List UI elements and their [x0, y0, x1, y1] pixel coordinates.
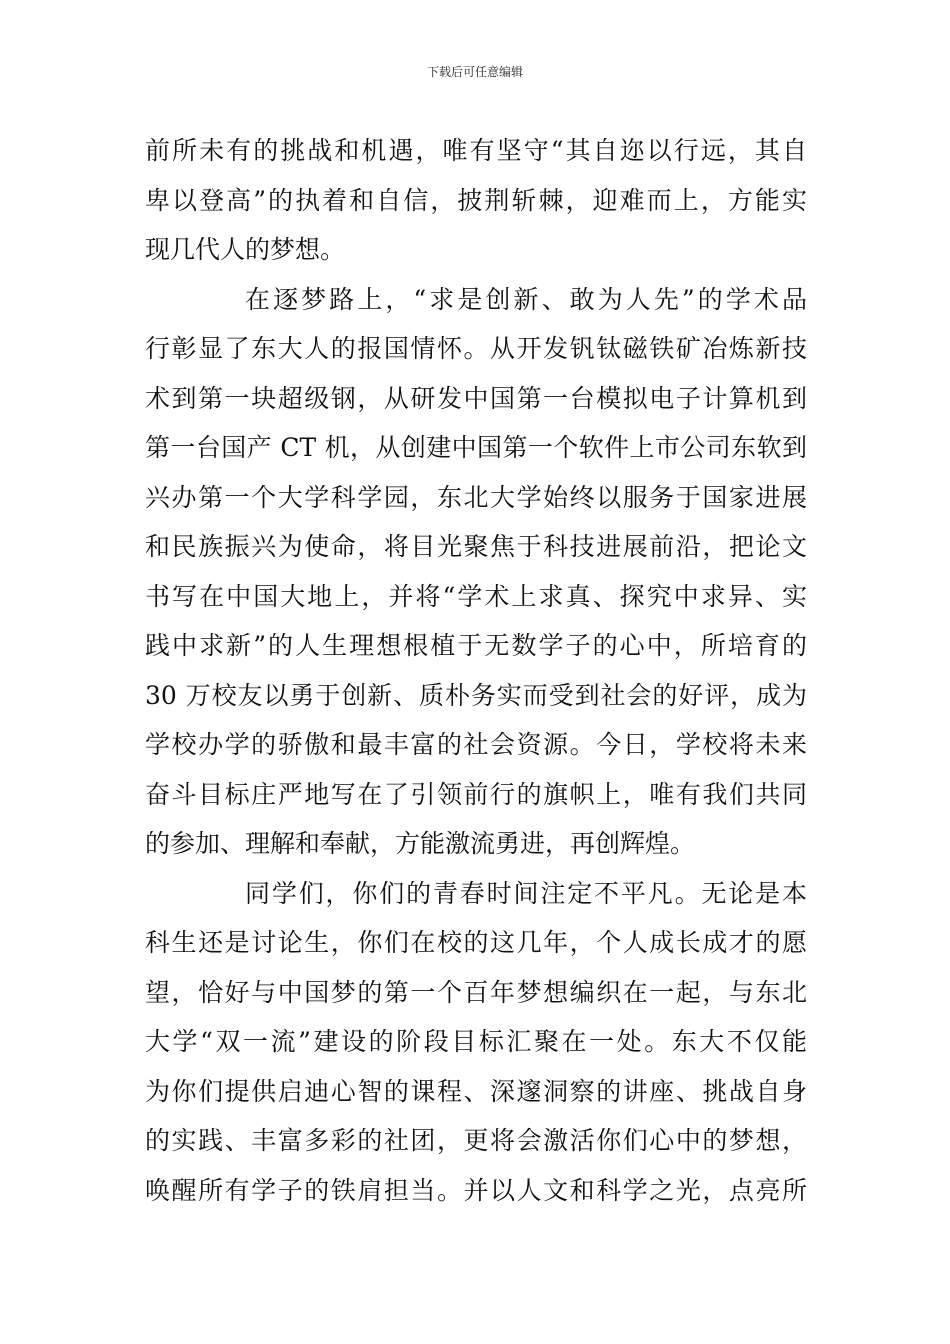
text-line: 为你们提供启迪心智的课程、深邃洞察的讲座、挑战自身	[145, 1076, 807, 1106]
text-line: 术到第一块超级钢，从研发中国第一台模拟电子计算机到	[145, 383, 807, 413]
text-line: 卑以登高”的执着和自信，披荆斩棘，迎难而上，方能实	[145, 185, 807, 215]
text-line: 的实践、丰富多彩的社团，更将会激活你们心中的梦想，	[145, 1126, 807, 1155]
text-line: 唤醒所有学子的铁肩担当。并以人文和科学之光，点亮所	[145, 1175, 807, 1205]
text-line: 同学们，你们的青春时间注定不平凡。无论是本	[245, 878, 807, 908]
text-line: 的参加、理解和奉献，方能激流勇进，再创辉煌。	[145, 829, 696, 858]
text-line: 前所未有的挑战和机遇，唯有坚守“其自迩以行远，其自	[145, 136, 807, 165]
text-line: 科生还是讨论生，你们在校的这几年，个人成长成才的愿	[145, 928, 807, 957]
text-line: 学校办学的骄傲和最丰富的社会资源。今日，学校将未来	[145, 730, 807, 759]
text-line: 书写在中国大地上，并将“学术上求真、探究中求异、实	[145, 581, 807, 611]
text-line: 现几代人的梦想。	[145, 235, 346, 264]
text-line: 大学“双一流”建设的阶段目标汇聚在一处。东大不仅能	[145, 1027, 807, 1056]
text-line: 兴办第一个大学科学园，东北大学始终以服务于国家进展	[145, 482, 807, 512]
text-line: 和民族振兴为使命，将目光聚焦于科技进展前沿，把论文	[145, 532, 807, 561]
text-line: 第一台国产 CT 机，从创建中国第一个软件上市公司东软到	[145, 433, 807, 462]
page-header: 下载后可任意编辑	[426, 65, 523, 79]
text-line: 行彰显了东大人的报国情怀。从开发钒钛磁铁矿冶炼新技	[145, 334, 807, 363]
body-text	[145, 126, 807, 1215]
text-line: 践中求新”的人生理想根植于无数学子的心中，所培育的	[145, 631, 807, 660]
text-line: 30 万校友以勇于创新、质朴务实而受到社会的好评，成为	[145, 680, 807, 710]
text-line: 奋斗目标庄严地写在了引领前行的旗帜上，唯有我们共同	[145, 779, 807, 809]
text-line: 在逐梦路上，“求是创新、敢为人先”的学术品	[245, 284, 807, 314]
text-line: 望，恰好与中国梦的第一个百年梦想编织在一起，与东北	[145, 977, 807, 1007]
